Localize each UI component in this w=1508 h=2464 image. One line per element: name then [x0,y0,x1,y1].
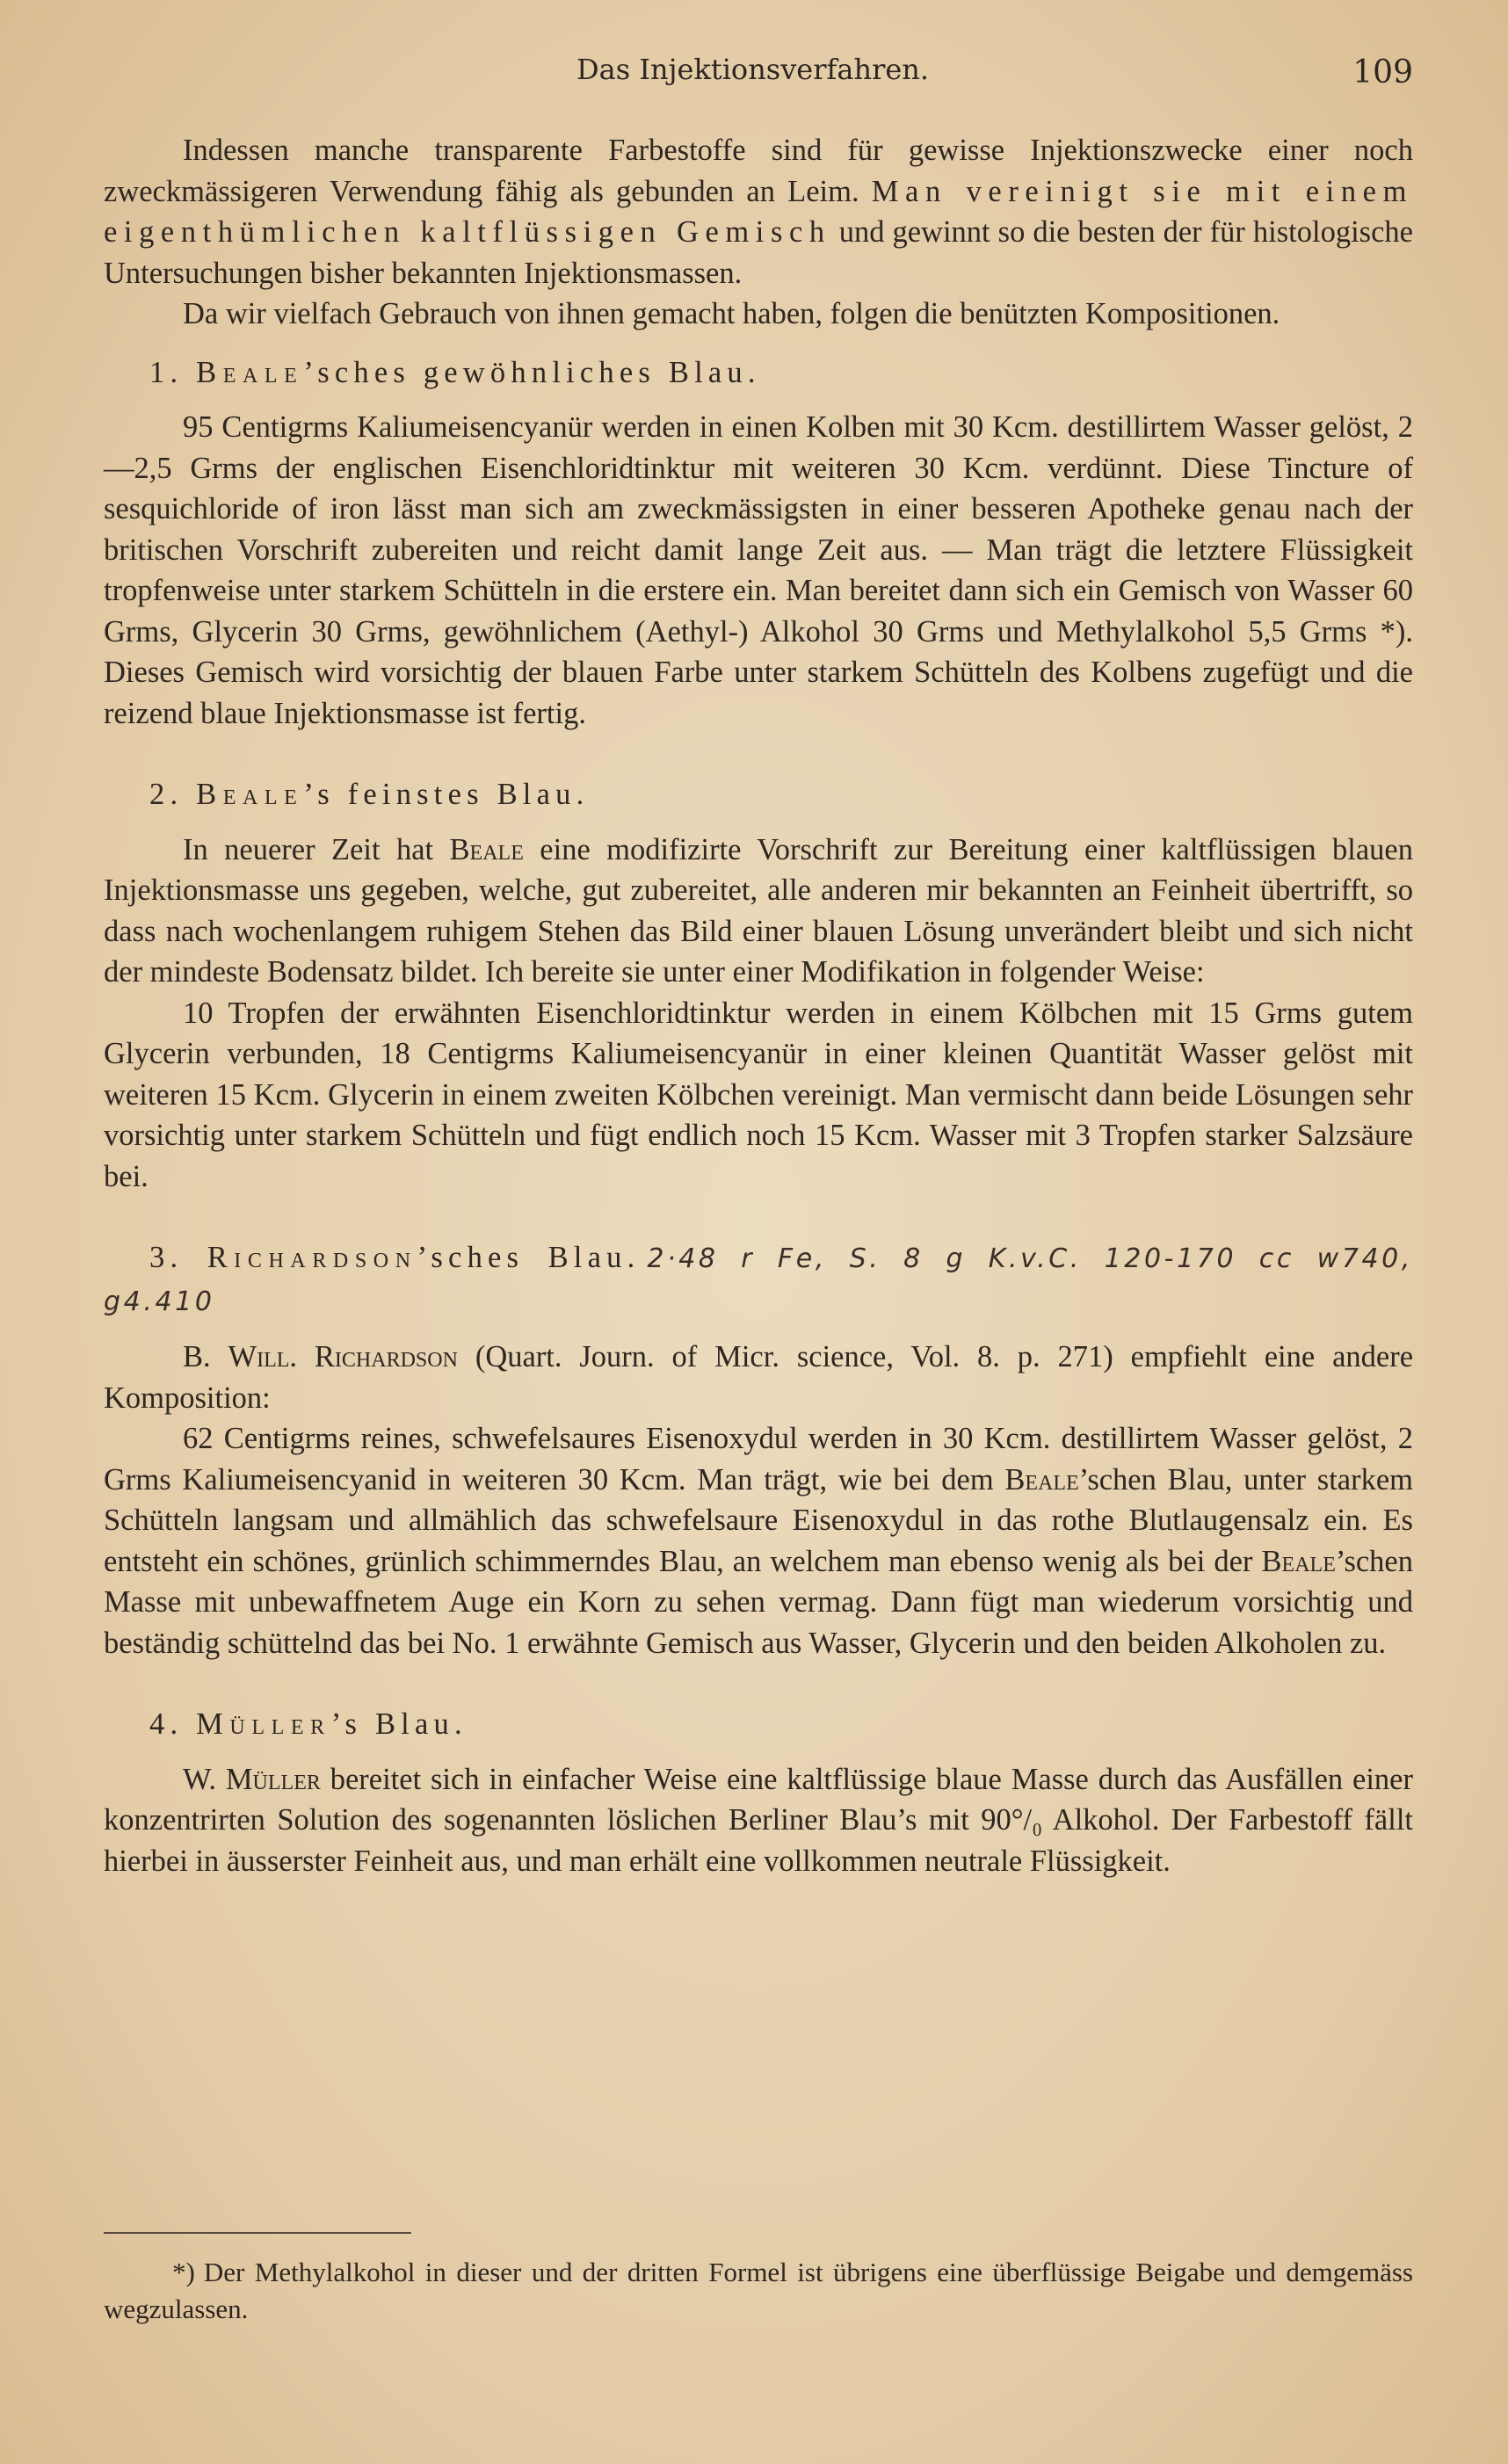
section-4-paragraph: W. Müller bereitet sich in einfacher Weise eine kaltflüssige blaue Masse durch das Ausfällen einer konzentrirten Solution des sogenannten löslichen Berliner Blau’s mit 90°/₀ Alkohol. Der Farbestoff fällt hierbei in äusserster Feinheit aus, und man erhält eine vollkommen neutrale Flüssigkeit. [104,1762,1413,1878]
section-3-paragraph-2: 62 Centigrms reines, schwefelsaures Eisenoxydul werden in 30 Kcm. destillirtem Wasser gelöst, 2 Grms Kaliumeisencyanid in weiteren 30 Kcm. Man trägt, wie bei dem Beale’schen Blau, unter starkem Schütteln langsam und allmählich das schwefelsaure Eisenoxydul in das rothe Blutlaugensalz ein. Es entsteht ein schönes, grünlich schimmerndes Blau, an welchem man ebenso wenig als bei der Beale’schen Masse mit unbewaffnetem Auge ein Korn zu sehen vermag. Dann fügt man wiederum vorsichtig und beständig schüttelnd das bei No. 1 erwähnte Gemisch aus Wasser, Glycerin und den beiden Alkoholen zu. [104,1422,1413,1660]
footnote [104,2254,1413,2328]
footnote-mark: *) [172,2257,195,2287]
body-text [104,130,1413,1881]
section-heading-3: 3. Richardson’sches Blau. 2·48 r Fe, S. 8 g K.v.C. 120-170 cc w740, g4.410 [104,1241,1414,1317]
handwritten-annotation: 2·48 r Fe, S. 8 g K.v.C. 120-170 cc w740, g4.410 [104,1243,1414,1317]
intro-paragraph-1: Indessen manche transparente Farbestoffe sind für gewisse Injektionszwecke einer noch zweckmässigeren Verwendung fähig als gebunden an Leim. Man vereinigt sie mit einem eigenthümlichen kaltflüssigen Gemisch und gewinnt so die besten der für histologische Untersuchungen bisher bekannten Injektionsmassen. [104,134,1413,290]
running-title: Das Injektionsverfahren. [576,53,930,86]
section-2-paragraph-2: 10 Tropfen der erwähnten Eisenchloridtinktur werden in einem Kölbchen mit 15 Grms gutem Glycerin verbunden, 18 Centigrms Kaliumeisencyanür in einer kleinen Quantität Wasser gelöst mit weiteren 15 Kcm. Glycerin in einem zweiten Kölbchen vereinigt. Man vermischt dann beide Lösungen sehr vorsichtig unter starkem Schütteln und fügt endlich noch 15 Kcm. Wasser mit 3 Tropfen starker Salzsäure bei. [104,996,1413,1193]
section-heading-4: 4. Müller’s Blau. [149,1707,468,1741]
footnote-rule [104,2232,411,2234]
spaced-emphasis: Man vereinigt sie mit einem eigenthümlichen kaltflüssigen Gemisch [104,174,1413,249]
section-heading-1: 1. Beale’sches gewöhnliches Blau. [149,355,761,389]
section-3-paragraph-1: B. Will. Richardson (Quart. Journ. of Micr. science, Vol. 8. p. 271) empfiehlt eine andere Komposition: [104,1340,1414,1415]
section-1-paragraph: 95 Centigrms Kaliumeisencyanür werden in einen Kolben mit 30 Kcm. destillirtem Wasser gelöst, 2—2,5 Grms der englischen Eisenchloridtinktur mit weiteren 30 Kcm. verdünnt. Diese Tincture of sesquichloride of iron lässt man sich am zweckmässigsten in einer besseren Apotheke genau nach der britischen Vorschrift zubereiten und reicht damit lange Zeit aus. — Man trägt die letztere Flüssigkeit tropfenweise unter starkem Schütteln in die erstere ein. Man bereitet dann sich ein Gemisch von Wasser 60 Grms, Glycerin 30 Grms, gewöhnlichem (Aethyl-) Alkohol 30 Grms und Methylalkohol 5,5 Grms *). Dieses Gemisch wird vorsichtig der blauen Farbe unter starkem Schütteln des Kolbens zugefügt und die reizend blaue Injektionsmasse ist fertig. [104,410,1413,730]
page-header [104,53,1413,95]
footnote-text: Der Methylalkohol in dieser und der dritten Formel ist übrigens eine überflüssige Beigabe und demgemäss wegzulassen. [104,2257,1413,2324]
section-2-paragraph-1: In neuerer Zeit hat Beale eine modifizirte Vorschrift zur Bereitung einer kaltflüssigen blauen Injektionsmasse uns gegeben, welche, gut zubereitet, alle anderen mir bekannten an Feinheit übertrifft, so dass nach wochenlangem ruhigem Stehen das Bild einer blauen Lösung unverändert bleibt und sich nicht der mindeste Bodensatz bildet. Ich bereite sie unter einer Modifikation in folgender Weise: [104,832,1413,989]
intro-paragraph-2: Da wir vielfach Gebrauch von ihnen gemacht haben, folgen die benützten Kompositionen. [183,297,1280,330]
page-number: 109 [1352,54,1413,91]
section-heading-2: 2. Beale’s feinstes Blau. [149,778,590,811]
